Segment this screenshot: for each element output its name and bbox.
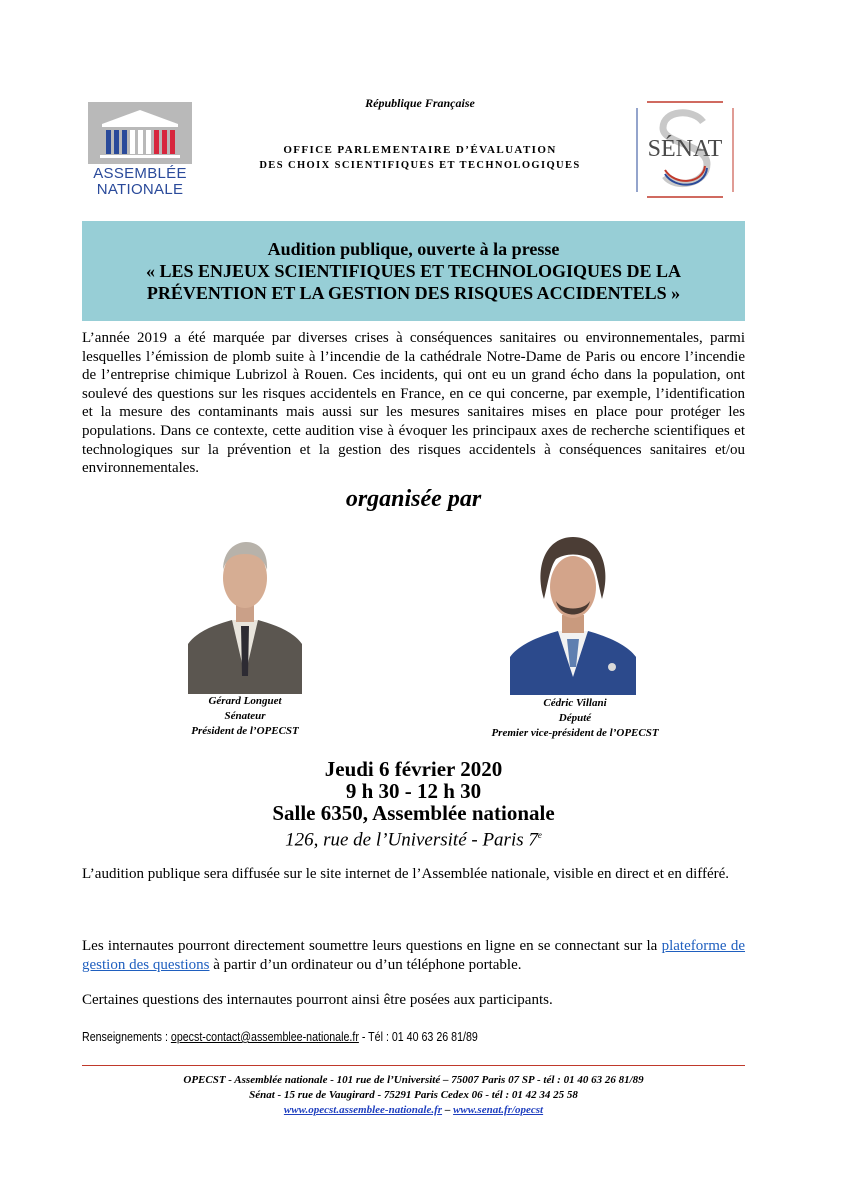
event-address-sup: e bbox=[537, 830, 542, 840]
footer-divider bbox=[82, 1065, 745, 1066]
organised-by-heading: organisée par bbox=[345, 486, 482, 512]
senat-wordmark: SÉNAT bbox=[647, 136, 723, 162]
assemblee-nationale-logo bbox=[88, 102, 192, 198]
organiser-title: Président de l’OPECST bbox=[191, 725, 299, 737]
title-banner bbox=[82, 221, 745, 321]
event-time: 9 h 30 - 12 h 30 bbox=[345, 779, 482, 803]
caption-longuet bbox=[150, 694, 340, 739]
logo-an-line1: ASSEMBLÉE bbox=[93, 165, 187, 182]
event-address-text: 126, rue de l’Université - Paris 7 bbox=[285, 829, 538, 851]
organiser-role: Sénateur bbox=[224, 710, 266, 722]
footer-separator: – bbox=[442, 1104, 454, 1116]
portrait-cedric-villani bbox=[510, 527, 636, 695]
event-date: Jeudi 6 février 2020 bbox=[324, 757, 503, 781]
banner-subtitle: Audition publique, ouverte à la presse bbox=[267, 239, 560, 259]
banner-title-line2: PRÉVENTION ET LA GESTION DES RISQUES ACCIDENTELS » bbox=[146, 283, 681, 303]
broadcast-paragraph: L’audition publique sera diffusée sur le site internet de l’Assemblée nationale, visible en direct et en différé. bbox=[82, 866, 730, 882]
event-address bbox=[82, 824, 745, 851]
event-details bbox=[82, 758, 745, 851]
office-title-line2: DES CHOIX SCIENTIFIQUES ET TECHNOLOGIQUES bbox=[259, 160, 581, 171]
contact-label: Renseignements : bbox=[82, 1029, 171, 1044]
caption-villani bbox=[455, 696, 695, 741]
banner-title-line1: « LES ENJEUX SCIENTIFIQUES ET TECHNOLOGIQUES DE LA bbox=[146, 261, 681, 281]
assemblee-building-icon bbox=[88, 102, 192, 164]
questions-platform-link[interactable]: plateforme de gestion des questions bbox=[82, 938, 746, 973]
organiser-title: Premier vice-président de l’OPECST bbox=[491, 727, 659, 739]
organiser-name: Gérard Longuet bbox=[208, 695, 282, 707]
republic-heading: République Française bbox=[365, 96, 475, 110]
office-title-line1: OFFICE PARLEMENTAIRE D’ÉVALUATION bbox=[283, 144, 557, 156]
contact-phone: - Tél : 01 40 63 26 81/89 bbox=[358, 1029, 478, 1044]
questions-paragraph bbox=[82, 937, 745, 974]
senat-website-link[interactable]: www.senat.fr/opecst bbox=[453, 1104, 544, 1116]
footer-senat-address: Sénat - 15 rue de Vaugirard - 75291 Paris Cedex 06 - tél : 01 42 34 25 58 bbox=[249, 1089, 578, 1101]
senat-logo bbox=[635, 100, 735, 200]
intro-paragraph: L’année 2019 a été marquée par diverses crises à conséquences sanitaires ou environnementales, parmi lesquelles l’émission de plomb suite à l’incendie de la cathédrale Notre-Dame de Paris ou encore l’incendie de l’entreprise chimique Lubrizol à Rouen. Ces incidents, qui ont eu un grand écho dans la population, ont soulevé des questions sur les risques accidentels en France, en ce qui concerne, par exemple, l’identification et la mesure des contaminants mais aussi sur les mesures sanitaires mises en place pour protéger les populations. Dans ce contexte, cette audition vise à évoquer les principaux axes de recherche scientifiques et technologiques sur la prévention et la gestion des risques accidentels à conséquences sanitaires et/ou environnementales. bbox=[82, 330, 745, 477]
organiser-role: Député bbox=[558, 712, 592, 724]
participants-paragraph: Certaines questions des internautes pourront ainsi être posées aux participants. bbox=[82, 992, 553, 1008]
organiser-name: Cédric Villani bbox=[543, 697, 607, 709]
footer-links bbox=[82, 1103, 745, 1118]
footer-opecst-address: OPECST - Assemblée nationale - 101 rue de l’Université – 75007 Paris 07 SP - tél : 01 40 63 26 81/89 bbox=[183, 1074, 644, 1086]
event-room: Salle 6350, Assemblée nationale bbox=[272, 801, 555, 825]
questions-text-before: Les internautes pourront directement soumettre leurs questions en ligne en se connectant sur la bbox=[82, 938, 662, 954]
contact-line bbox=[82, 1029, 626, 1044]
opecst-website-link[interactable]: www.opecst.assemblee-nationale.fr bbox=[283, 1104, 443, 1116]
logo-an-line2: NATIONALE bbox=[96, 181, 184, 198]
contact-email-link[interactable]: opecst-contact@assemblee-nationale.fr bbox=[170, 1029, 359, 1044]
portrait-gerard-longuet bbox=[188, 526, 302, 694]
questions-text-after: à partir d’un ordinateur ou d’un téléphone portable. bbox=[209, 956, 522, 973]
